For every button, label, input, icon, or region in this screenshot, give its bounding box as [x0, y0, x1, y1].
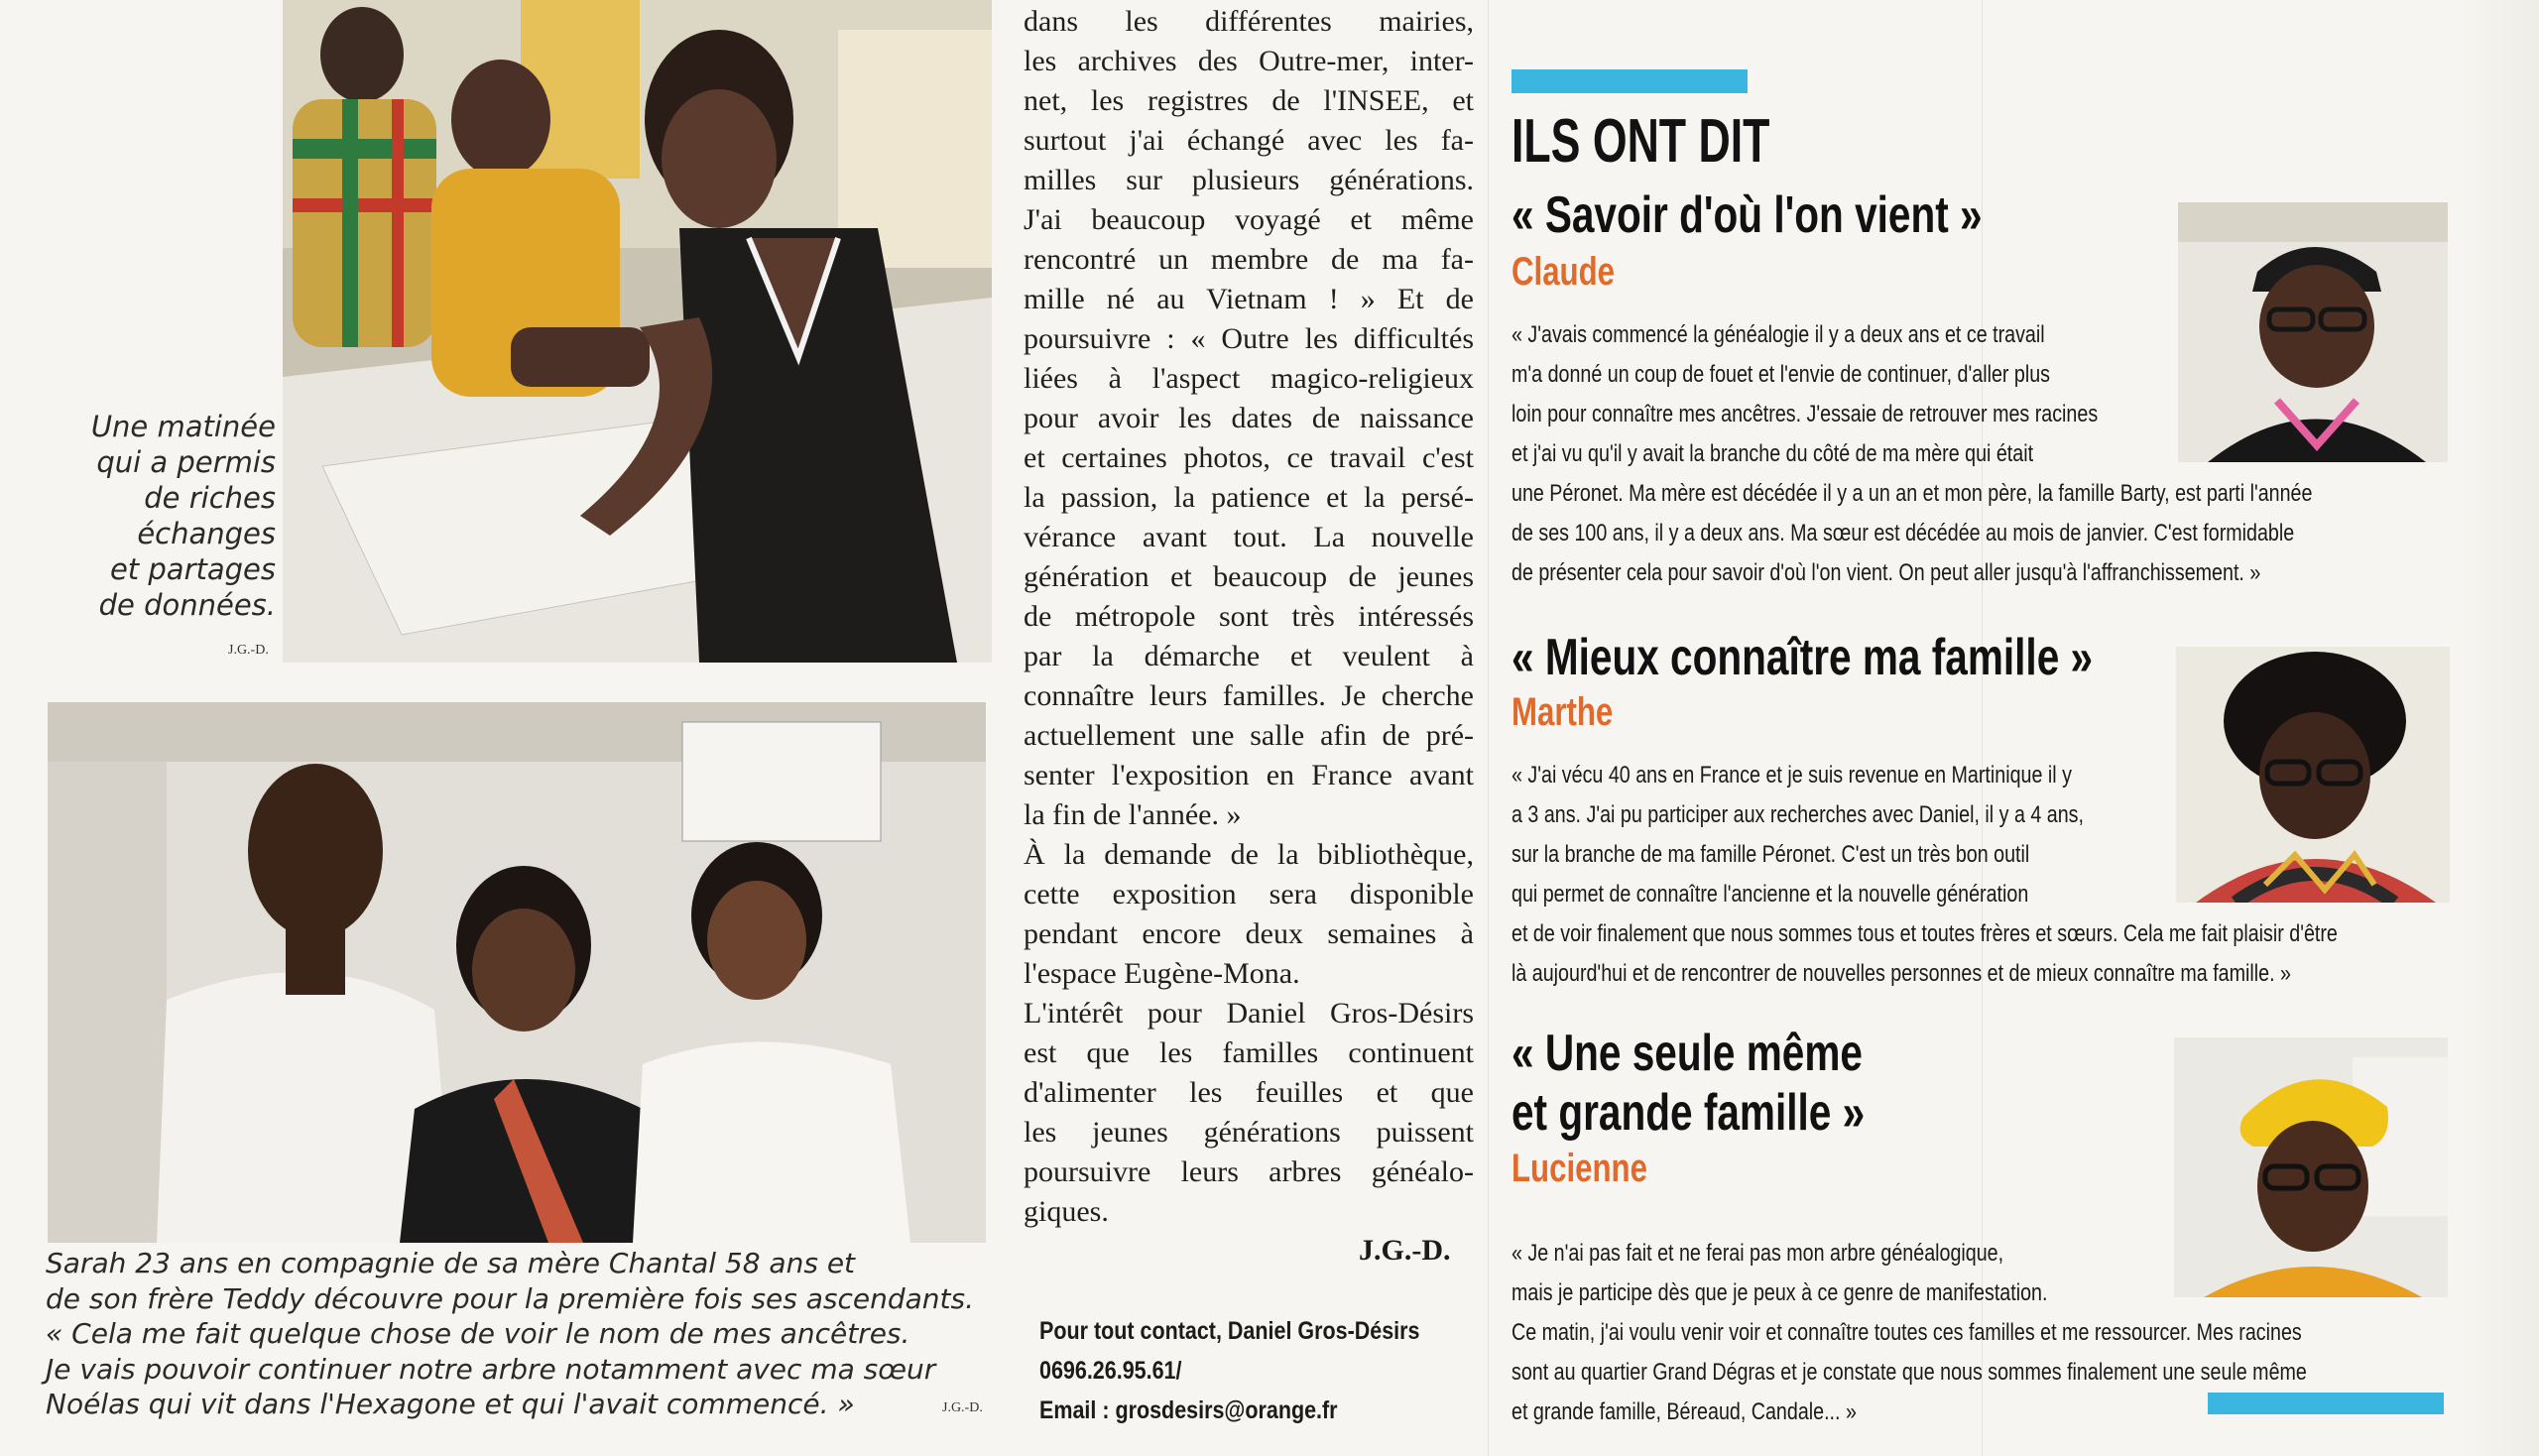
quote-text [1511, 756, 2338, 994]
quote-line: Ce matin, j'ai voulu venir voir et connaître toutes ces familles et me ressourcer. Mes racines [1511, 1319, 2302, 1346]
caption-line: de riches [144, 481, 276, 515]
article-contact [1039, 1311, 1419, 1430]
article-line: surtout j'ai échangé avec les fa- [1024, 124, 1474, 157]
article-line: cette exposition sera disponible [1024, 878, 1474, 910]
caption-line: Une matinée [90, 410, 276, 443]
caption-line: échanges [137, 517, 276, 550]
article-line: J'ai beaucoup voyagé et même [1024, 203, 1474, 236]
article-line: liées à l'aspect magico-religieux [1024, 362, 1474, 395]
quote-author: Marthe [1511, 690, 1614, 734]
article-line: À la demande de la bibliothèque, [1024, 838, 1474, 871]
article-line: pour avoir les dates de naissance [1024, 402, 1474, 434]
article-line: pendant encore deux semaines à [1024, 917, 1474, 950]
quote-headline: « Savoir d'où l'on vient » [1511, 186, 1983, 244]
quote-line: et de voir finalement que nous sommes tous et toutes frères et sœurs. Cela me fait plaisir d'être [1511, 920, 2338, 947]
article-line: les jeunes générations puissent [1024, 1116, 1474, 1149]
caption-line: de données. [98, 588, 276, 622]
article-body [1024, 2, 1474, 1232]
sidebar-accent-bar [1511, 69, 1748, 93]
photo2-caption [46, 1246, 974, 1422]
photo1-credit: J.G.-D. [228, 643, 269, 658]
quote-line: de présenter cela pour savoir d'où l'on vient. On peut aller jusqu'à l'affranchissement. » [1511, 559, 2261, 586]
contact-line: Pour tout contact, Daniel Gros-Désirs [1039, 1317, 1420, 1345]
photo2-credit: J.G.-D. [942, 1400, 983, 1415]
quote-line: m'a donné un coup de fouet et l'envie de continuer, d'aller plus [1511, 361, 2051, 388]
article-line: L'intérêt pour Daniel Gros-Désirs [1024, 997, 1474, 1030]
quote-headline: « Mieux connaître ma famille » [1511, 629, 2094, 686]
caption-line: Noélas qui vit dans l'Hexagone et qui l'avait commencé. » [46, 1388, 855, 1420]
quote-line: sur la branche de ma famille Péronet. C'est un très bon outil [1511, 841, 2030, 868]
article-signature: J.G.-D. [1359, 1234, 1451, 1267]
article-line: de métropole sont très intéressés [1024, 600, 1474, 633]
quote-text [1511, 1234, 2307, 1432]
contact-email: Email : grosdesirs@orange.fr [1039, 1396, 1338, 1424]
article-line: et certaines photos, ce travail c'est [1024, 441, 1474, 474]
caption-line: et partages [109, 552, 276, 586]
photo1-caption [0, 409, 276, 623]
article-line: senter l'exposition en France avant [1024, 759, 1474, 791]
quote-line: de ses 100 ans, il y a deux ans. Ma sœur est décédée au mois de janvier. C'est formidable [1511, 520, 2295, 546]
caption-line: qui a permis [96, 445, 276, 479]
quote-line: loin pour connaître mes ancêtres. J'essaie de retrouver mes racines [1511, 401, 2099, 427]
article-line: giques. [1024, 1195, 1109, 1228]
quote-headline-line: et grande famille » [1511, 1084, 1866, 1142]
article-line: actuellement une salle afin de pré- [1024, 719, 1474, 752]
quote-line: qui permet de connaître l'ancienne et la nouvelle génération [1511, 881, 2029, 908]
article-line: d'alimenter les feuilles et que [1024, 1076, 1474, 1109]
article-line: est que les familles continuent [1024, 1036, 1474, 1069]
article-line: les archives des Outre-mer, inter- [1024, 45, 1474, 77]
quote-line: « J'ai vécu 40 ans en France et je suis revenue en Martinique il y [1511, 762, 2072, 789]
quote-headline [1511, 1024, 1865, 1143]
article-line: connaître leurs familles. Je cherche [1024, 679, 1474, 712]
caption-line: « Cela me fait quelque chose de voir le nom de mes ancêtres. [46, 1317, 910, 1350]
photo-family [48, 702, 986, 1243]
quote-line: et j'ai vu qu'il y avait la branche du côté de ma mère qui était [1511, 440, 2034, 467]
photo-workshop [283, 0, 992, 663]
quote-text [1511, 315, 2312, 593]
quote-headline-line: « Une seule même [1511, 1025, 1863, 1082]
article-line: mille né au Vietnam ! » Et de [1024, 283, 1474, 315]
article-line: poursuivre : « Outre les difficultés [1024, 322, 1474, 355]
caption-line: Sarah 23 ans en compagnie de sa mère Chantal 58 ans et [46, 1247, 856, 1279]
quote-line: « J'avais commencé la généalogie il y a deux ans et ce travail [1511, 321, 2045, 348]
quote-author: Claude [1511, 250, 1616, 294]
quote-line: sont au quartier Grand Dégras et je constate que nous sommes finalement une seule même [1511, 1359, 2307, 1386]
quote-author: Lucienne [1511, 1147, 1647, 1190]
article-line: vérance avant tout. La nouvelle [1024, 521, 1474, 553]
contact-phone: 0696.26.95.61/ [1039, 1357, 1182, 1385]
article-line: par la démarche et veulent à [1024, 640, 1474, 672]
quote-line: mais je participe dès que je peux à ce genre de manifestation. [1511, 1279, 2048, 1306]
article-line: l'espace Eugène-Mona. [1024, 957, 1300, 990]
article-line: milles sur plusieurs générations. [1024, 164, 1474, 196]
quote-line: une Péronet. Ma mère est décédée il y a un an et mon père, la famille Barty, est parti l'année [1511, 480, 2313, 507]
article-line: rencontré un membre de ma fa- [1024, 243, 1474, 276]
quote-line: « Je n'ai pas fait et ne ferai pas mon arbre généalogique, [1511, 1240, 2004, 1267]
caption-line: de son frère Teddy découvre pour la première fois ses ascendants. [46, 1281, 975, 1315]
article-line: poursuivre leurs arbres généalo- [1024, 1155, 1474, 1188]
caption-line: Je vais pouvoir continuer notre arbre notamment avec ma sœur [46, 1352, 936, 1386]
article-line: la fin de l'année. » [1024, 798, 1242, 831]
article-line: dans les différentes mairies, [1024, 5, 1474, 38]
page-edge-right [2460, 0, 2539, 1456]
article-line: net, les registres de l'INSEE, et [1024, 84, 1474, 117]
quote-line: et grande famille, Béreaud, Candale... » [1511, 1398, 1857, 1425]
column-divider [1488, 0, 1489, 1456]
article-line: génération et beaucoup de jeunes [1024, 560, 1474, 593]
quote-line: là aujourd'hui et de rencontrer de nouvelles personnes et de mieux connaître ma famille. » [1511, 960, 2291, 987]
sidebar-title: ILS ONT DIT [1511, 107, 1770, 176]
quote-line: a 3 ans. J'ai pu participer aux recherches avec Daniel, il y a 4 ans, [1511, 801, 2084, 828]
article-line: la passion, la patience et la persé- [1024, 481, 1474, 514]
